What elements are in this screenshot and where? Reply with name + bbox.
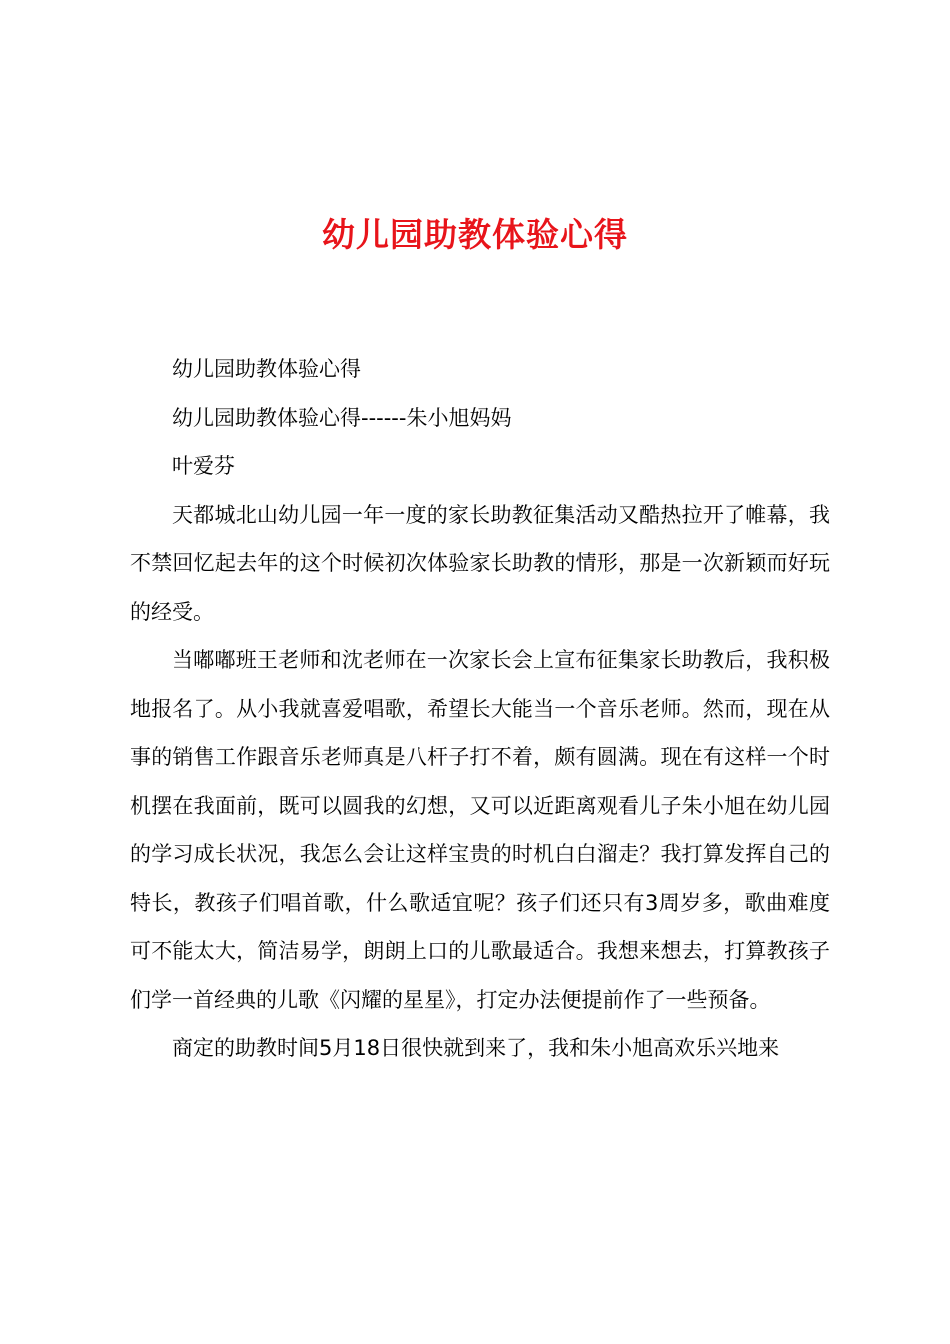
subtitle-author-line: 幼儿园助教体验心得------朱小旭妈妈 xyxy=(172,405,512,430)
author-name: 叶爱芬 xyxy=(172,454,235,478)
document-title: 幼儿园助教体验心得 xyxy=(322,215,628,254)
subtitle-line: 幼儿园助教体验心得 xyxy=(172,357,361,381)
paragraph-3: 商定的助教时间5月18日很快就到来了，我和朱小旭高欢乐兴地来 xyxy=(172,1036,780,1060)
paragraph-1: 天都城北山幼儿园一年一度的家长助教征集活动又酷热拉开了帷幕，我不禁回忆起去年的这个时候初次体验家长助教的情形，那是一次新颖而好玩的经受。 xyxy=(130,502,830,624)
document-body xyxy=(130,345,830,1073)
paragraph-2: 当嘟嘟班王老师和沈老师在一次家长会上宣布征集家长助教后，我积极地报名了。从小我就喜爱唱歌，希望长大能当一个音乐老师。然而，现在从事的销售工作跟音乐老师真是八杆子打不着，颇有圆满。现在有这样一个时机摆在我面前，既可以圆我的幻想，又可以近距离观看儿子朱小旭在幼儿园的学习成长状况，我怎么会让这样宝贵的时机白白溜走？我打算发挥自己的特长，教孩子们唱首歌，什么歌适宜呢？孩子们还只有3周岁多，歌曲难度可不能太大，简洁易学，朗朗上口的儿歌最适合。我想来想去，打算教孩子们学一首经典的儿歌《闪耀的星星》，打定办法便提前作了一些预备。 xyxy=(130,648,830,1012)
